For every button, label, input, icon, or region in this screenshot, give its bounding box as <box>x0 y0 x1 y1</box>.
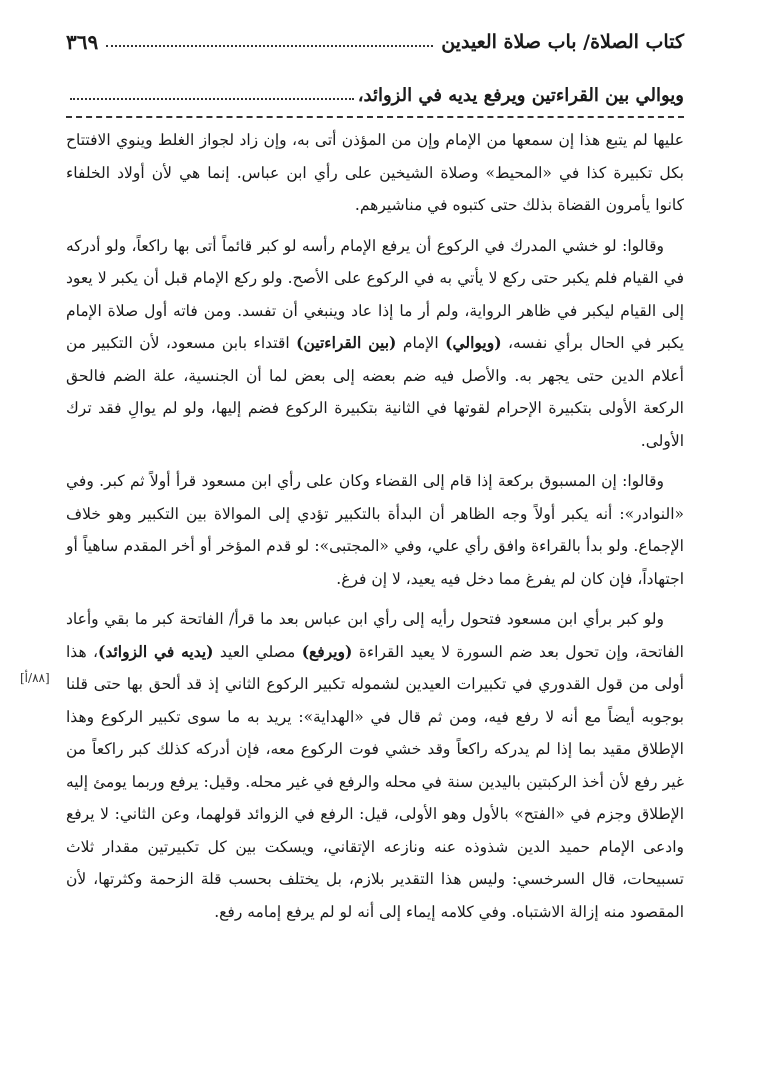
running-header-title: كتاب الصلاة/ باب صلاة العيدين <box>441 31 684 53</box>
paragraph-2-text-c: اقتداء بابن مسعود، لأن التكبير من أعلام الدين حتى يجهر به. والأصل فيه ضم بعضه إلى بعض لما أن الجنسية، علة الضم فالحق الركعة الأولى بتكبيرة الإحرام لقوتها في الثانية بتكبيرة الركوع فضم إليها، ولو لم يوالِ فقد ترك الأولى. <box>66 334 684 450</box>
paragraph-2 <box>66 230 684 458</box>
paragraph-3-text: وقالوا: إن المسبوق بركعة إذا قام إلى القضاء وكان على رأي ابن مسعود قرأ أولاً ثم كبر. وفي «النوادر»: أنه يكبر أولاً وجه الظاهر أن البدأة بالتكبير تؤدي إلى الموالاة بين التكبير وهو خلاف الإجماع. ولو بدأ بالقراءة وافق رأي علي، وفي «المجتبى»: لو قدم المؤخر أو أخر المقدم ساهياً أو اجتهاداً، فإن كان لم يفرغ مما دخل فيه يعيد، لا إن فرغ. <box>66 472 684 588</box>
paragraph-4 <box>66 603 684 928</box>
paragraph-1 <box>66 124 684 222</box>
page-number: ٣٦٩ <box>66 30 99 54</box>
folio-marker: [٨٨/أ] <box>20 671 50 685</box>
header-dot-leader <box>106 37 433 47</box>
matn-quote-wayuwali: (ويوالي) <box>445 333 502 352</box>
paragraph-4-text-b: مصلي العيد <box>219 642 296 661</box>
paragraph-4-text-c: ، هذا أولى من قول القدوري في تكبيرات العيدين لشموله تكبير الركوع الثاني إذ قد ألحق بها حتى قلنا بوجوبه أيضاً مع أنه لا رفع فيه، ومن ثم قال في «الهداية»: يريد به ما سوى تكبير الركوع وهذا الإطلاق مقيد بما إذا لم يدركه راكعاً وقد خشي فوت الركوع معه، فإن أدركه كذلك كبر راكعاً من غير رفع لأن أخذ الركبتين باليدين سنة في محله والرفع في غير محله. وقيل: يرفع وربما يومئ إليه الإطلاق وجزم في «الفتح» بالأول وهو الأولى، قيل: الرفع في الزوائد قولهما، وعن الثاني: لا يرفع وادعى الإمام حميد الدين شذوذه عنه ونازعه الإتقاني، ويسكت بين كل تكبيرتين مقدار ثلاث تسبيحات، قال السرخسي: وليس هذا التقدير بلازم، بل يختلف بحسب قلة الزحمة وكثرتها، لأن المقصود منه إزالة الاشتباه. وفي كلامه إيماء إلى أنه لو لم يرفع إمامه رفع. <box>66 642 684 921</box>
matn-line <box>66 82 684 108</box>
matn-quote-yarfau: (ويرفع) <box>301 641 353 661</box>
paragraph-3 <box>66 465 684 595</box>
separator-rule <box>66 116 684 118</box>
matn-text: ويوالي بين القراءتين ويرفع يديه في الزوائد، <box>357 84 684 106</box>
matn-quote-zawaid: (يديه في الزوائد) <box>97 641 214 661</box>
matn-quote-qiraatayn: (بين القراءتين) <box>296 333 397 352</box>
running-header <box>66 28 684 56</box>
matn-dot-leader <box>70 90 354 100</box>
paragraph-1-text: عليها لم يتبع هذا إن سمعها من الإمام وإن من المؤذن أتى به، وإن زاد لجواز الغلط وينوي الافتتاح بكل تكبيرة كذا في «المحيط» وصلاة الشيخين على رأي ابن عباس. إنما هي لأن أولاد الخلفاء كانوا يأمرون القضاة بذلك حتى كتبوه في مناشيرهم. <box>66 131 684 214</box>
commentary-body <box>66 124 684 936</box>
paragraph-4-text-a: ولو كبر برأي ابن مسعود فتحول رأيه إلى رأي ابن عباس بعد ما قرأ/ الفاتحة كبر ما بقي وأعاد الفاتحة، وإن تحول بعد ضم السورة لا يعيد القراءة <box>66 610 684 661</box>
paragraph-2-text-b: الإمام <box>402 334 439 352</box>
paragraph-2-text-a: وقالوا: لو خشي المدرك في الركوع أن يرفع الإمام رأسه لو كبر قائماً أتى بها راكعاً، ولو أدركه في القيام فلم يكبر حتى ركع لا يأتي به في الركوع على الأصح. ولو ركع الإمام قبل أن يكبر لا يعود إلى القيام ليكبر في ظاهر الرواية، ولم أر ما إذا عاد وينبغي أن تفسد. ومن فاته أول صلاة الإمام يكبر في الحال برأي نفسه، <box>66 236 684 352</box>
